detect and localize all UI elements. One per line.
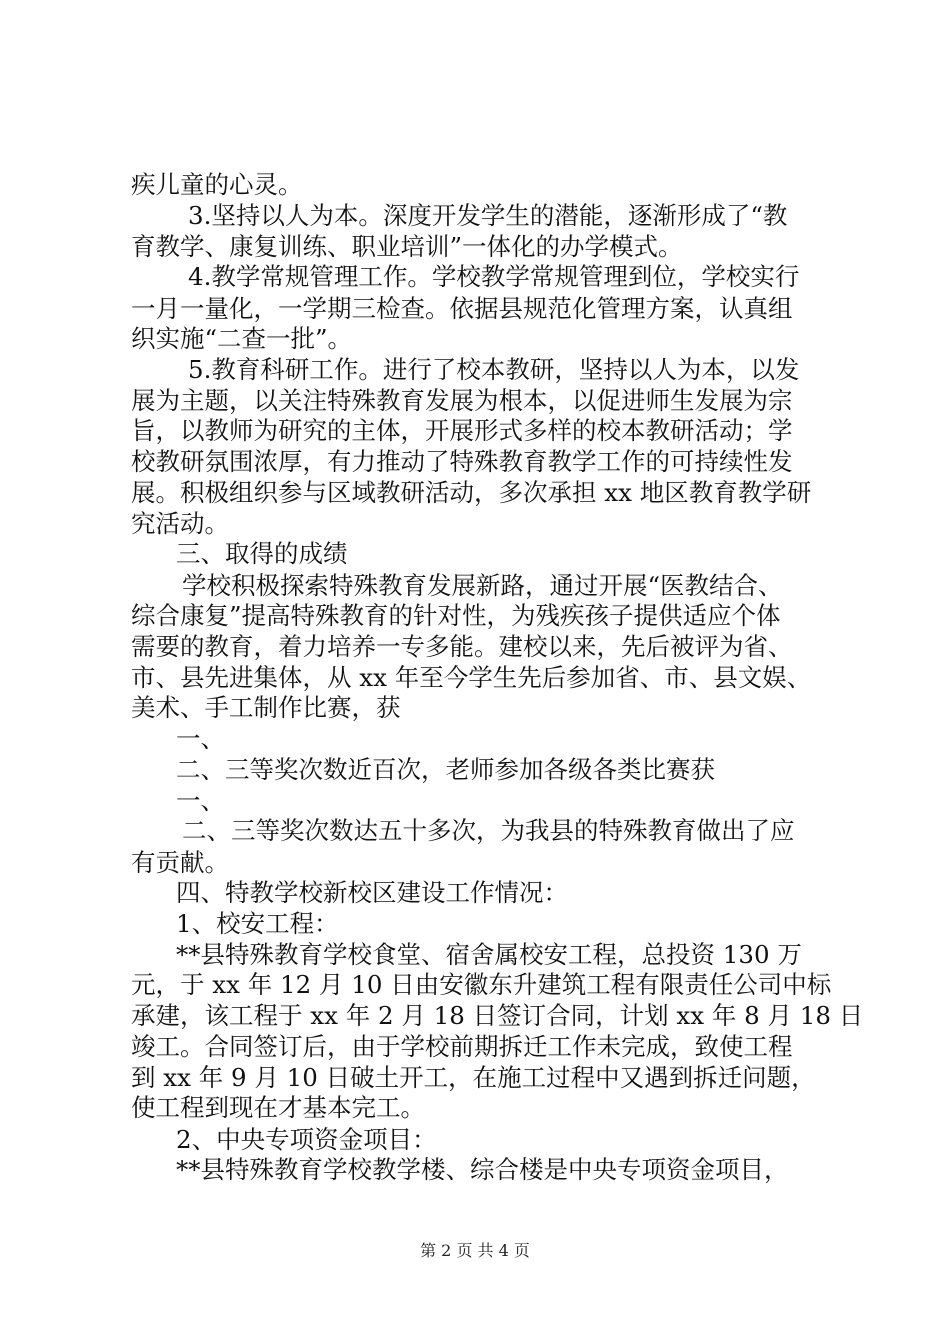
text-line: 5.教育科研工作。进行了校本教研，坚持以人为本，以发 [188,355,800,384]
sub-heading: 1、校安工程： [176,909,339,938]
text-line: 承建，该工程于 xx 年 2 月 18 日签订合同，计划 xx 年 8 月 18 日 [131,1001,864,1030]
text-line: **县特殊教育学校教学楼、综合楼是中央专项资金项目， [176,1155,789,1184]
text-line: 市、县先进集体，从 xx 年至今学生先后参加省、市、县文娱、 [131,663,812,692]
text-line: 有贡献。 [131,848,229,877]
text-line: 二、三等奖次数近百次，老师参加各级各类比赛获 [176,755,715,784]
text-line: 一、 [176,724,225,753]
text-line: 4.教学常规管理工作。学校教学常规管理到位，学校实行 [188,262,800,291]
text-line: **县特殊教育学校食堂、宿舍属校安工程，总投资 130 万 [176,940,802,969]
section-heading: 三、取得的成绩 [176,539,348,568]
text-line: 究活动。 [131,509,229,538]
text-line: 一月一量化，一学期三检查。依据县规范化管理方案，认真组 [131,294,793,323]
text-line: 需要的教育，着力培养一专多能。建校以来，先后被评为省、 [131,632,793,661]
text-line: 展。积极组织参与区域教研活动，多次承担 xx 地区教育教学研 [131,478,812,507]
text-line: 一、 [176,786,225,815]
text-line: 展为主题，以关注特殊教育发展为根本，以促进师生发展为宗 [131,386,793,415]
text-line: 元，于 xx 年 12 月 10 日由安徽东升建筑工程有限责任公司中标 [131,970,832,999]
text-line: 旨，以教师为研究的主体，开展形式多样的校本教研活动；学 [131,416,793,445]
text-line: 竣工。合同签订后，由于学校前期拆迁工作未完成，致使工程 [131,1032,793,1061]
page-footer: 第 2 页 共 4 页 [420,1241,530,1260]
text-line: 3.坚持以人为本。深度开发学生的潜能，逐渐形成了“教 [188,201,788,230]
section-heading: 四、特教学校新校区建设工作情况： [176,878,568,907]
text-line: 织实施“二查一批”。 [131,324,353,353]
text-line: 疾儿童的心灵。 [131,170,303,199]
text-line: 校教研氛围浓厚，有力推动了特殊教育教学工作的可持续性发 [131,447,793,476]
text-line: 使工程到现在才基本完工。 [131,1093,425,1122]
text-line: 学校积极探索特殊教育发展新路，通过开展“医教结合、 [182,571,783,600]
text-line: 综合康复”提高特殊教育的针对性，为残疾孩子提供适应个体 [131,601,781,630]
sub-heading: 2、中央专项资金项目： [176,1125,437,1154]
text-line: 育教学、康复训练、职业培训”一体化的办学模式。 [131,232,683,261]
text-line: 美术、手工制作比赛，获 [131,693,401,722]
text-line: 到 xx 年 9 月 10 日破土开工，在施工过程中又遇到拆迁问题， [131,1063,816,1092]
text-line: 二、三等奖次数达五十多次，为我县的特殊教育做出了应 [182,816,795,845]
